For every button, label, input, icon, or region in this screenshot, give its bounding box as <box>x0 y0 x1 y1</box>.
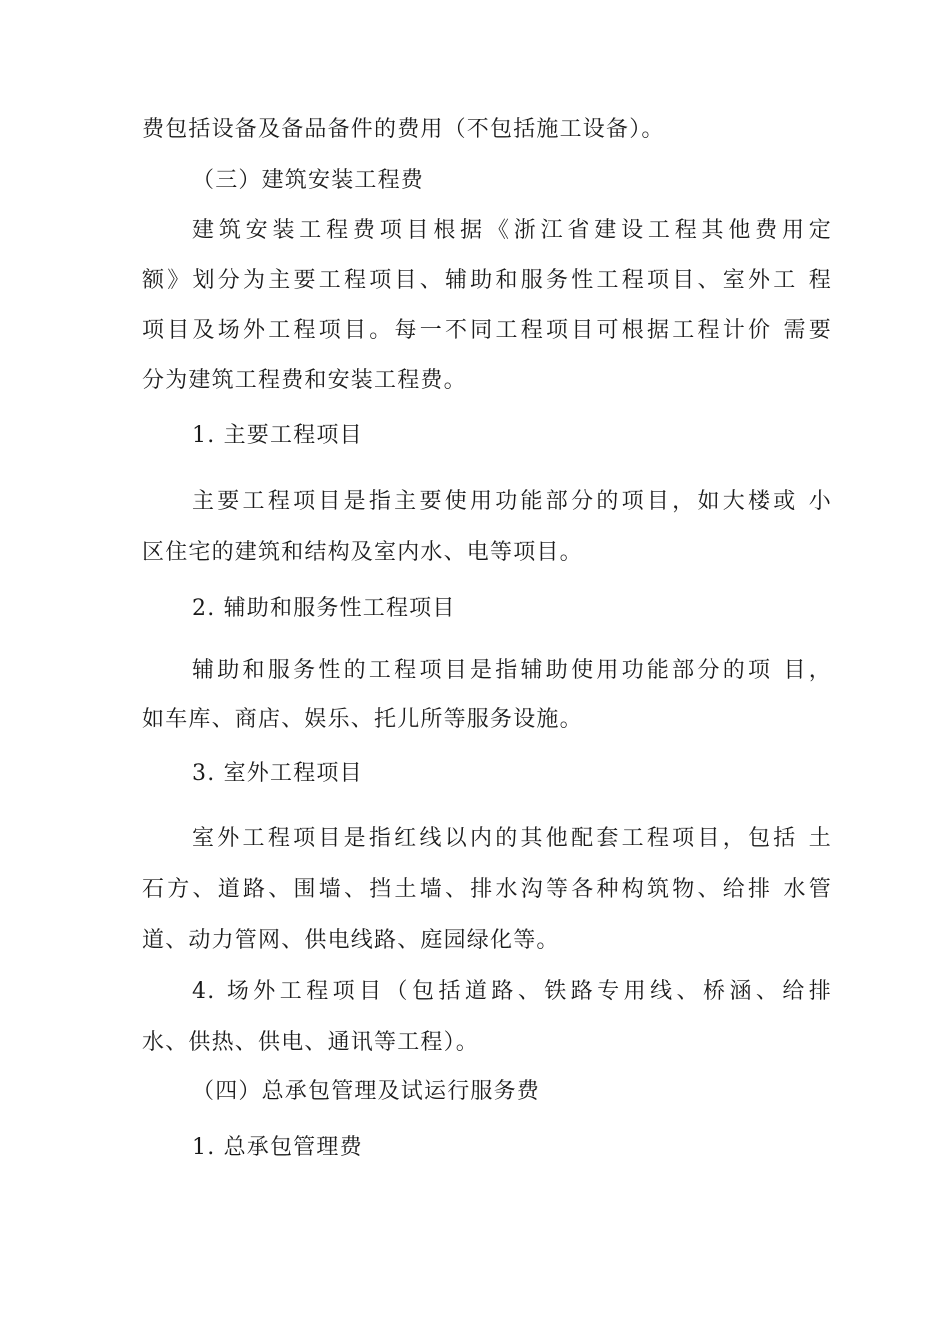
body-text-line: 区住宅的建筑和结构及室内水、电等项目。 <box>142 540 583 565</box>
subsection-heading: 2. 辅助和服务性工程项目 <box>192 596 456 621</box>
body-text-line: 室外工程项目是指红线以内的其他配套工程项目，包括 土 <box>192 826 832 851</box>
body-text-line: 辅助和服务性的工程项目是指辅助使用功能部分的项 目， <box>192 658 832 683</box>
body-text-line: 如车库、商店、娱乐、托儿所等服务设施。 <box>142 707 583 732</box>
body-text-line: 额》划分为主要工程项目、辅助和服务性工程项目、室外工 程 <box>142 268 832 293</box>
body-text-line: 费包括设备及备品备件的费用（不包括施工设备）。 <box>142 117 665 142</box>
section-heading: （三）建筑安装工程费 <box>192 168 425 193</box>
section-heading: （四）总承包管理及试运行服务费 <box>192 1079 541 1104</box>
body-text-line: 建筑安装工程费项目根据《浙江省建设工程其他费用定 <box>192 218 832 243</box>
subsection-heading: 1. 主要工程项目 <box>192 423 363 448</box>
body-text-line: 主要工程项目是指主要使用功能部分的项目，如大楼或 小 <box>192 489 832 514</box>
subsection-heading: 4. 场外工程项目（包括道路、铁路专用线、桥涵、给排 <box>192 979 832 1004</box>
body-text-line: 道、动力管网、供电线路、庭园绿化等。 <box>142 928 560 953</box>
body-text-line: 分为建筑工程费和安装工程费。 <box>142 368 467 393</box>
body-text-line: 项目及场外工程项目。每一不同工程项目可根据工程计价 需要 <box>142 318 832 343</box>
body-text-line: 水、供热、供电、通讯等工程）。 <box>142 1030 480 1055</box>
subsection-heading: 3. 室外工程项目 <box>192 761 363 786</box>
subsection-heading: 1. 总承包管理费 <box>192 1135 363 1160</box>
body-text-line: 石方、道路、围墙、挡土墙、排水沟等各种构筑物、给排 水管 <box>142 877 832 902</box>
